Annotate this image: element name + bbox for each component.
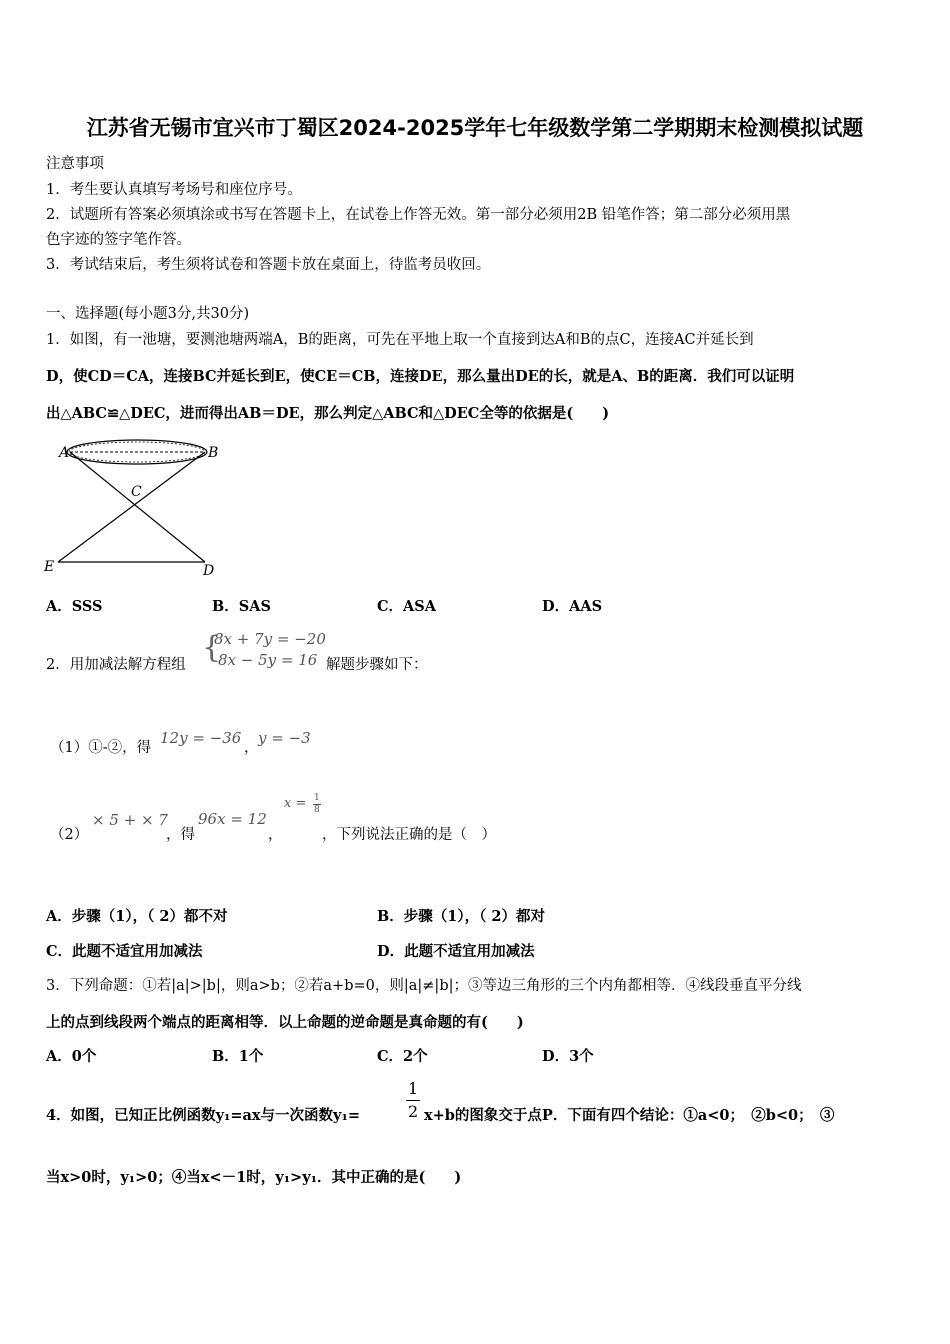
- q1-line1: 1．如图，有一池塘，要测池塘两端A，B的距离，可先在平地上取一个直接到达A和B的点C，连接AC并延长到: [46, 332, 754, 348]
- q2-step2-frac-den: 8: [314, 805, 320, 815]
- q2-step2-math1: × 5 + × 7: [92, 811, 168, 829]
- segment-ad: [70, 452, 205, 562]
- q3-line2: 上的点到线段两个端点的距离相等．以上命题的逆命题是真命题的有( ): [46, 1014, 524, 1031]
- section-heading: 一、选择题(每小题3分,共30分): [46, 306, 250, 322]
- q2-step2-math2: 96x = 12: [198, 810, 267, 828]
- q2-step1-math2: y = −3: [258, 729, 311, 747]
- segment-be: [58, 452, 205, 562]
- q2-eq1: 8x + 7y = −20: [214, 630, 326, 648]
- notice-item: 1．考生要认真填写考场号和座位序号。: [46, 182, 302, 198]
- q4-line2: 当x>0时，y₁>0；④当x<－1时，y₁>y₁．其中正确的是( ): [46, 1169, 462, 1186]
- q2-suffix: 解题步骤如下：: [326, 657, 428, 673]
- label-c: C: [131, 484, 142, 500]
- label-a: A: [59, 445, 70, 461]
- q3-line1: 3．下列命题：①若|a|>|b|，则a>b；②若a+b=0，则|a|≠|b|；③等边三角形的三个内角都相等．④线段垂直平分线: [46, 978, 802, 994]
- q3-option-c[interactable]: C．2个: [377, 1048, 428, 1065]
- q2-prefix: 2．用加减法解方程组: [46, 657, 186, 673]
- q3-option-b[interactable]: B．1个: [212, 1048, 264, 1065]
- q4-suffix: x+b的图象交于点P．下面有四个结论：①a<0； ②b<0； ③: [424, 1107, 835, 1124]
- notice-item: 色字迹的签字笔作答。: [46, 232, 191, 248]
- q2-option-a[interactable]: A．步骤（1），（ 2）都不对: [46, 908, 228, 925]
- notice-heading: 注意事项: [46, 156, 104, 172]
- q1-line3: 出△ABC≌△DEC，进而得出AB＝DE，那么判定△ABC和△DEC全等的依据是( ): [46, 405, 610, 422]
- label-d: D: [203, 563, 215, 579]
- page-title: 江苏省无锡市宜兴市丁蜀区2024-2025学年七年级数学第二学期期末检测模拟试题: [86, 116, 864, 140]
- q1-option-d[interactable]: D．AAS: [542, 598, 603, 615]
- q4-prefix: 4．如图，已知正比例函数y₁=ax与一次函数y₁=: [46, 1107, 360, 1124]
- q1-option-b[interactable]: B．SAS: [212, 598, 271, 615]
- label-b: B: [208, 445, 219, 461]
- q1-line2: D，使CD＝CA，连接BC并延长到E，使CE＝CB，连接DE，那么量出DE的长，就是A、B的距离．我们可以证明: [46, 368, 795, 385]
- q2-step2-mid: ，得: [166, 827, 195, 843]
- label-e: E: [44, 559, 55, 575]
- q2-step1-prefix: （1）①-②，得: [50, 740, 152, 756]
- q2-step2-frac: [313, 793, 321, 816]
- q2-eq2: 8x − 5y = 16: [218, 651, 318, 669]
- q4-frac-den: 2: [408, 1102, 419, 1121]
- q2-step2-suffix: ，下列说法正确的是（ ）: [322, 827, 496, 843]
- q3-option-a[interactable]: A．0个: [46, 1048, 97, 1065]
- q2-step2-frac-num: 1: [314, 793, 320, 803]
- q2-option-c[interactable]: C．此题不适宜用加减法: [46, 943, 203, 960]
- q2-option-b[interactable]: B．步骤（1），（ 2）都对: [377, 908, 545, 925]
- q2-step2-sep: ，: [268, 827, 283, 843]
- q3-option-d[interactable]: D．3个: [542, 1048, 594, 1065]
- pond-figure: [40, 432, 240, 582]
- q2-step2-x: x =: [284, 796, 307, 811]
- q2-step1-sep: ，: [244, 740, 259, 756]
- notice-item: 2．试题所有答案必须填涂或书写在答题卡上，在试卷上作答无效。第一部分必须用2B 铅笔作答；第二部分必须用黑: [46, 207, 791, 223]
- q1-option-c[interactable]: C．ASA: [377, 598, 437, 615]
- q1-option-a[interactable]: A．SSS: [46, 598, 103, 615]
- notice-item: 3．考试结束后，考生须将试卷和答题卡放在桌面上，待监考员收回。: [46, 257, 491, 273]
- q4-frac: [406, 1078, 420, 1123]
- q4-frac-num: 1: [406, 1078, 420, 1101]
- q2-step1-math1: 12y = −36: [160, 729, 242, 747]
- q2-step2-prefix: （2）: [50, 827, 89, 843]
- q2-option-d[interactable]: D．此题不适宜用加减法: [377, 943, 535, 960]
- brace-icon: {: [202, 630, 222, 665]
